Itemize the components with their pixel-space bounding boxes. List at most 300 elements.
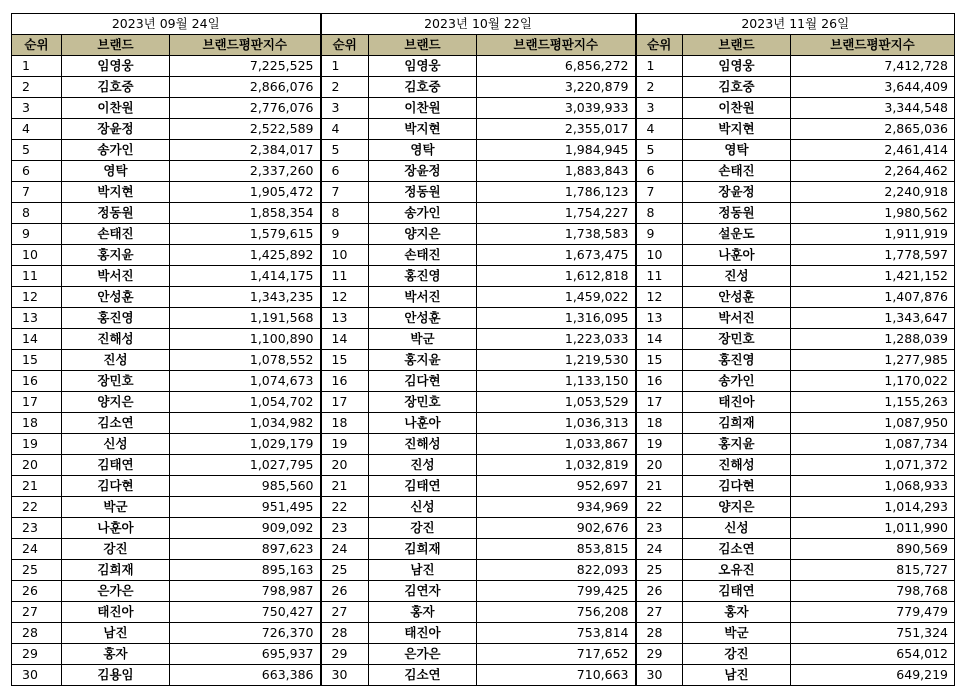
rank-cell: 2 bbox=[636, 77, 683, 98]
score-cell: 1,087,950 bbox=[791, 413, 955, 434]
rank-cell: 9 bbox=[12, 224, 62, 245]
score-cell: 1,011,990 bbox=[791, 518, 955, 539]
score-cell: 1,029,179 bbox=[170, 434, 321, 455]
score-cell: 1,219,530 bbox=[477, 350, 636, 371]
rank-cell: 14 bbox=[321, 329, 369, 350]
score-cell: 1,034,982 bbox=[170, 413, 321, 434]
table-row bbox=[12, 287, 955, 308]
rank-cell: 6 bbox=[12, 161, 62, 182]
rank-cell: 17 bbox=[636, 392, 683, 413]
table-row bbox=[12, 308, 955, 329]
rank-cell: 23 bbox=[321, 518, 369, 539]
score-cell: 1,071,372 bbox=[791, 455, 955, 476]
rank-cell: 21 bbox=[321, 476, 369, 497]
brand-cell: 진성 bbox=[62, 350, 170, 371]
rank-cell: 25 bbox=[321, 560, 369, 581]
brand-cell: 양지은 bbox=[62, 392, 170, 413]
brand-cell: 장윤정 bbox=[369, 161, 477, 182]
score-cell: 2,866,076 bbox=[170, 77, 321, 98]
brand-cell: 임영웅 bbox=[62, 56, 170, 77]
rank-cell: 13 bbox=[636, 308, 683, 329]
table-row bbox=[12, 413, 955, 434]
rank-cell: 25 bbox=[636, 560, 683, 581]
brand-cell: 박서진 bbox=[683, 308, 791, 329]
score-cell: 952,697 bbox=[477, 476, 636, 497]
score-cell: 1,155,263 bbox=[791, 392, 955, 413]
brand-cell: 박지현 bbox=[369, 119, 477, 140]
rank-cell: 3 bbox=[321, 98, 369, 119]
rank-cell: 21 bbox=[12, 476, 62, 497]
score-cell: 1,053,529 bbox=[477, 392, 636, 413]
rank-cell: 3 bbox=[12, 98, 62, 119]
brand-cell: 나훈아 bbox=[369, 413, 477, 434]
rank-cell: 2 bbox=[12, 77, 62, 98]
score-cell: 934,969 bbox=[477, 497, 636, 518]
rank-cell: 24 bbox=[321, 539, 369, 560]
rank-cell: 12 bbox=[636, 287, 683, 308]
period-date: 2023년 11월 26일 bbox=[636, 14, 955, 35]
brand-cell: 남진 bbox=[62, 623, 170, 644]
rank-cell: 16 bbox=[321, 371, 369, 392]
brand-cell: 임영웅 bbox=[683, 56, 791, 77]
score-cell: 1,036,313 bbox=[477, 413, 636, 434]
score-cell: 1,316,095 bbox=[477, 308, 636, 329]
brand-cell: 나훈아 bbox=[683, 245, 791, 266]
score-cell: 726,370 bbox=[170, 623, 321, 644]
rank-cell: 18 bbox=[12, 413, 62, 434]
brand-cell: 진성 bbox=[369, 455, 477, 476]
score-cell: 1,027,795 bbox=[170, 455, 321, 476]
brand-cell: 홍진영 bbox=[62, 308, 170, 329]
score-cell: 2,384,017 bbox=[170, 140, 321, 161]
brand-cell: 장윤정 bbox=[683, 182, 791, 203]
brand-cell: 신성 bbox=[62, 434, 170, 455]
table-row bbox=[12, 224, 955, 245]
score-cell: 1,984,945 bbox=[477, 140, 636, 161]
brand-cell: 김희재 bbox=[369, 539, 477, 560]
brand-cell: 안성훈 bbox=[683, 287, 791, 308]
brand-cell: 강진 bbox=[369, 518, 477, 539]
rank-cell: 29 bbox=[636, 644, 683, 665]
brand-cell: 남진 bbox=[683, 665, 791, 686]
table-row bbox=[12, 140, 955, 161]
brand-cell: 영탁 bbox=[369, 140, 477, 161]
column-header-brand: 브랜드 bbox=[683, 35, 791, 56]
brand-cell: 김소연 bbox=[683, 539, 791, 560]
brand-cell: 영탁 bbox=[62, 161, 170, 182]
score-cell: 1,778,597 bbox=[791, 245, 955, 266]
column-header-score: 브랜드평판지수 bbox=[477, 35, 636, 56]
rank-cell: 16 bbox=[636, 371, 683, 392]
table-row bbox=[12, 77, 955, 98]
score-cell: 1,425,892 bbox=[170, 245, 321, 266]
table-row bbox=[12, 602, 955, 623]
rank-cell: 19 bbox=[12, 434, 62, 455]
table-row bbox=[12, 665, 955, 686]
rank-cell: 21 bbox=[636, 476, 683, 497]
brand-cell: 이찬원 bbox=[369, 98, 477, 119]
rank-cell: 11 bbox=[636, 266, 683, 287]
brand-cell: 손태진 bbox=[62, 224, 170, 245]
brand-cell: 홍지윤 bbox=[683, 434, 791, 455]
brand-cell: 이찬원 bbox=[683, 98, 791, 119]
score-cell: 1,223,033 bbox=[477, 329, 636, 350]
rank-cell: 7 bbox=[321, 182, 369, 203]
brand-cell: 홍자 bbox=[369, 602, 477, 623]
brand-cell: 장민호 bbox=[369, 392, 477, 413]
rank-cell: 10 bbox=[636, 245, 683, 266]
brand-cell: 김다현 bbox=[683, 476, 791, 497]
rank-cell: 30 bbox=[636, 665, 683, 686]
rank-cell: 22 bbox=[321, 497, 369, 518]
table-row bbox=[12, 245, 955, 266]
rank-cell: 7 bbox=[12, 182, 62, 203]
column-header-score: 브랜드평판지수 bbox=[791, 35, 955, 56]
brand-cell: 장윤정 bbox=[62, 119, 170, 140]
brand-cell: 신성 bbox=[683, 518, 791, 539]
score-cell: 710,663 bbox=[477, 665, 636, 686]
rank-cell: 12 bbox=[321, 287, 369, 308]
rank-cell: 27 bbox=[636, 602, 683, 623]
score-cell: 2,264,462 bbox=[791, 161, 955, 182]
rank-cell: 23 bbox=[636, 518, 683, 539]
score-cell: 1,905,472 bbox=[170, 182, 321, 203]
score-cell: 1,100,890 bbox=[170, 329, 321, 350]
rank-cell: 9 bbox=[321, 224, 369, 245]
score-cell: 1,858,354 bbox=[170, 203, 321, 224]
rank-cell: 18 bbox=[321, 413, 369, 434]
brand-cell: 김호중 bbox=[369, 77, 477, 98]
score-cell: 1,170,022 bbox=[791, 371, 955, 392]
brand-cell: 태진아 bbox=[683, 392, 791, 413]
rank-cell: 17 bbox=[321, 392, 369, 413]
rank-cell: 12 bbox=[12, 287, 62, 308]
score-cell: 897,623 bbox=[170, 539, 321, 560]
brand-cell: 홍진영 bbox=[369, 266, 477, 287]
score-cell: 753,814 bbox=[477, 623, 636, 644]
brand-cell: 임영웅 bbox=[369, 56, 477, 77]
brand-cell: 송가인 bbox=[369, 203, 477, 224]
score-cell: 1,191,568 bbox=[170, 308, 321, 329]
brand-cell: 설운도 bbox=[683, 224, 791, 245]
brand-cell: 김다현 bbox=[369, 371, 477, 392]
score-cell: 1,673,475 bbox=[477, 245, 636, 266]
table-row bbox=[12, 581, 955, 602]
score-cell: 822,093 bbox=[477, 560, 636, 581]
rank-cell: 29 bbox=[12, 644, 62, 665]
brand-cell: 박지현 bbox=[683, 119, 791, 140]
table-row bbox=[12, 161, 955, 182]
brand-cell: 강진 bbox=[62, 539, 170, 560]
column-header-brand: 브랜드 bbox=[369, 35, 477, 56]
rank-cell: 23 bbox=[12, 518, 62, 539]
rank-cell: 28 bbox=[321, 623, 369, 644]
score-cell: 1,078,552 bbox=[170, 350, 321, 371]
table-row bbox=[12, 476, 955, 497]
brand-cell: 박서진 bbox=[369, 287, 477, 308]
rank-cell: 26 bbox=[12, 581, 62, 602]
score-cell: 751,324 bbox=[791, 623, 955, 644]
column-header-score: 브랜드평판지수 bbox=[170, 35, 321, 56]
score-cell: 909,092 bbox=[170, 518, 321, 539]
brand-cell: 박서진 bbox=[62, 266, 170, 287]
score-cell: 6,856,272 bbox=[477, 56, 636, 77]
table-row bbox=[12, 56, 955, 77]
score-cell: 1,414,175 bbox=[170, 266, 321, 287]
table-row bbox=[12, 266, 955, 287]
score-cell: 1,738,583 bbox=[477, 224, 636, 245]
brand-cell: 장민호 bbox=[62, 371, 170, 392]
rank-cell: 8 bbox=[636, 203, 683, 224]
score-cell: 3,344,548 bbox=[791, 98, 955, 119]
rank-cell: 11 bbox=[12, 266, 62, 287]
brand-cell: 진성 bbox=[683, 266, 791, 287]
brand-cell: 진해성 bbox=[369, 434, 477, 455]
brand-cell: 김소연 bbox=[369, 665, 477, 686]
brand-cell: 은가은 bbox=[62, 581, 170, 602]
rank-cell: 11 bbox=[321, 266, 369, 287]
table-row bbox=[12, 98, 955, 119]
table-row bbox=[12, 203, 955, 224]
rank-cell: 26 bbox=[321, 581, 369, 602]
table-row bbox=[12, 329, 955, 350]
rank-cell: 5 bbox=[321, 140, 369, 161]
score-cell: 654,012 bbox=[791, 644, 955, 665]
brand-cell: 안성훈 bbox=[62, 287, 170, 308]
score-cell: 1,288,039 bbox=[791, 329, 955, 350]
rank-cell: 26 bbox=[636, 581, 683, 602]
score-cell: 1,579,615 bbox=[170, 224, 321, 245]
brand-cell: 손태진 bbox=[369, 245, 477, 266]
rank-cell: 18 bbox=[636, 413, 683, 434]
period-date: 2023년 09월 24일 bbox=[12, 14, 321, 35]
rank-cell: 13 bbox=[321, 308, 369, 329]
column-header-brand: 브랜드 bbox=[62, 35, 170, 56]
score-cell: 1,786,123 bbox=[477, 182, 636, 203]
rank-cell: 4 bbox=[321, 119, 369, 140]
rank-cell: 25 bbox=[12, 560, 62, 581]
brand-cell: 김호중 bbox=[62, 77, 170, 98]
brand-cell: 박지현 bbox=[62, 182, 170, 203]
score-cell: 902,676 bbox=[477, 518, 636, 539]
rank-cell: 24 bbox=[636, 539, 683, 560]
rank-cell: 15 bbox=[636, 350, 683, 371]
score-cell: 695,937 bbox=[170, 644, 321, 665]
score-cell: 890,569 bbox=[791, 539, 955, 560]
brand-cell: 박군 bbox=[369, 329, 477, 350]
brand-cell: 김희재 bbox=[683, 413, 791, 434]
rank-cell: 20 bbox=[636, 455, 683, 476]
rank-cell: 4 bbox=[12, 119, 62, 140]
brand-cell: 진해성 bbox=[62, 329, 170, 350]
brand-reputation-table bbox=[11, 13, 955, 686]
score-cell: 1,087,734 bbox=[791, 434, 955, 455]
brand-cell: 강진 bbox=[683, 644, 791, 665]
brand-cell: 은가은 bbox=[369, 644, 477, 665]
score-cell: 985,560 bbox=[170, 476, 321, 497]
score-cell: 1,421,152 bbox=[791, 266, 955, 287]
score-cell: 1,033,867 bbox=[477, 434, 636, 455]
brand-cell: 김희재 bbox=[62, 560, 170, 581]
table-row bbox=[12, 182, 955, 203]
score-cell: 1,068,933 bbox=[791, 476, 955, 497]
score-cell: 1,014,293 bbox=[791, 497, 955, 518]
brand-cell: 손태진 bbox=[683, 161, 791, 182]
score-cell: 1,054,702 bbox=[170, 392, 321, 413]
score-cell: 2,522,589 bbox=[170, 119, 321, 140]
rank-cell: 30 bbox=[12, 665, 62, 686]
rank-cell: 1 bbox=[321, 56, 369, 77]
brand-cell: 진해성 bbox=[683, 455, 791, 476]
rank-cell: 29 bbox=[321, 644, 369, 665]
score-cell: 779,479 bbox=[791, 602, 955, 623]
brand-cell: 나훈아 bbox=[62, 518, 170, 539]
score-cell: 1,133,150 bbox=[477, 371, 636, 392]
score-cell: 2,240,918 bbox=[791, 182, 955, 203]
rank-cell: 16 bbox=[12, 371, 62, 392]
rank-cell: 10 bbox=[12, 245, 62, 266]
score-cell: 717,652 bbox=[477, 644, 636, 665]
rank-cell: 1 bbox=[12, 56, 62, 77]
score-cell: 1,911,919 bbox=[791, 224, 955, 245]
rank-cell: 10 bbox=[321, 245, 369, 266]
score-cell: 1,883,843 bbox=[477, 161, 636, 182]
brand-cell: 홍자 bbox=[683, 602, 791, 623]
brand-cell: 김호중 bbox=[683, 77, 791, 98]
table-row bbox=[12, 623, 955, 644]
table-row bbox=[12, 119, 955, 140]
table-row bbox=[12, 434, 955, 455]
score-cell: 1,980,562 bbox=[791, 203, 955, 224]
brand-cell: 홍진영 bbox=[683, 350, 791, 371]
rank-cell: 22 bbox=[636, 497, 683, 518]
brand-cell: 오유진 bbox=[683, 560, 791, 581]
brand-cell: 태진아 bbox=[62, 602, 170, 623]
rank-cell: 7 bbox=[636, 182, 683, 203]
rank-cell: 6 bbox=[636, 161, 683, 182]
score-cell: 1,407,876 bbox=[791, 287, 955, 308]
brand-cell: 김태연 bbox=[62, 455, 170, 476]
rank-cell: 19 bbox=[321, 434, 369, 455]
rank-cell: 5 bbox=[12, 140, 62, 161]
rank-cell: 27 bbox=[12, 602, 62, 623]
score-cell: 2,776,076 bbox=[170, 98, 321, 119]
rank-cell: 22 bbox=[12, 497, 62, 518]
score-cell: 3,039,933 bbox=[477, 98, 636, 119]
score-cell: 1,277,985 bbox=[791, 350, 955, 371]
score-cell: 1,343,647 bbox=[791, 308, 955, 329]
score-cell: 663,386 bbox=[170, 665, 321, 686]
rank-cell: 15 bbox=[12, 350, 62, 371]
score-cell: 756,208 bbox=[477, 602, 636, 623]
score-cell: 895,163 bbox=[170, 560, 321, 581]
score-cell: 798,987 bbox=[170, 581, 321, 602]
brand-cell: 김다현 bbox=[62, 476, 170, 497]
brand-cell: 양지은 bbox=[683, 497, 791, 518]
brand-cell: 신성 bbox=[369, 497, 477, 518]
rank-cell: 15 bbox=[321, 350, 369, 371]
score-cell: 7,225,525 bbox=[170, 56, 321, 77]
score-cell: 2,865,036 bbox=[791, 119, 955, 140]
ranking-sheet bbox=[11, 13, 955, 686]
brand-cell: 영탁 bbox=[683, 140, 791, 161]
rank-cell: 4 bbox=[636, 119, 683, 140]
brand-cell: 김태연 bbox=[683, 581, 791, 602]
score-cell: 1,032,819 bbox=[477, 455, 636, 476]
brand-cell: 김태연 bbox=[369, 476, 477, 497]
rank-cell: 9 bbox=[636, 224, 683, 245]
brand-cell: 정동원 bbox=[62, 203, 170, 224]
brand-cell: 김소연 bbox=[62, 413, 170, 434]
table-row bbox=[12, 371, 955, 392]
table-row bbox=[12, 518, 955, 539]
rank-cell: 2 bbox=[321, 77, 369, 98]
score-cell: 853,815 bbox=[477, 539, 636, 560]
column-header-rank: 순위 bbox=[321, 35, 369, 56]
table-row bbox=[12, 392, 955, 413]
score-cell: 649,219 bbox=[791, 665, 955, 686]
column-header-row bbox=[12, 35, 955, 56]
brand-cell: 태진아 bbox=[369, 623, 477, 644]
score-cell: 1,343,235 bbox=[170, 287, 321, 308]
brand-cell: 홍지윤 bbox=[62, 245, 170, 266]
column-header-rank: 순위 bbox=[636, 35, 683, 56]
rank-cell: 19 bbox=[636, 434, 683, 455]
rank-cell: 20 bbox=[12, 455, 62, 476]
table-row bbox=[12, 497, 955, 518]
table-row bbox=[12, 455, 955, 476]
rank-cell: 30 bbox=[321, 665, 369, 686]
score-cell: 1,754,227 bbox=[477, 203, 636, 224]
rank-cell: 28 bbox=[636, 623, 683, 644]
brand-cell: 장민호 bbox=[683, 329, 791, 350]
score-cell: 798,768 bbox=[791, 581, 955, 602]
rank-cell: 3 bbox=[636, 98, 683, 119]
brand-cell: 정동원 bbox=[369, 182, 477, 203]
column-header-rank: 순위 bbox=[12, 35, 62, 56]
brand-cell: 이찬원 bbox=[62, 98, 170, 119]
brand-cell: 김용임 bbox=[62, 665, 170, 686]
brand-cell: 박군 bbox=[62, 497, 170, 518]
score-cell: 7,412,728 bbox=[791, 56, 955, 77]
score-cell: 750,427 bbox=[170, 602, 321, 623]
score-cell: 3,220,879 bbox=[477, 77, 636, 98]
table-row bbox=[12, 539, 955, 560]
brand-cell: 송가인 bbox=[683, 371, 791, 392]
rank-cell: 24 bbox=[12, 539, 62, 560]
brand-cell: 정동원 bbox=[683, 203, 791, 224]
score-cell: 799,425 bbox=[477, 581, 636, 602]
score-cell: 1,074,673 bbox=[170, 371, 321, 392]
rank-cell: 28 bbox=[12, 623, 62, 644]
score-cell: 2,337,260 bbox=[170, 161, 321, 182]
rank-cell: 8 bbox=[321, 203, 369, 224]
period-date: 2023년 10월 22일 bbox=[321, 14, 636, 35]
brand-cell: 홍자 bbox=[62, 644, 170, 665]
rank-cell: 27 bbox=[321, 602, 369, 623]
brand-cell: 남진 bbox=[369, 560, 477, 581]
table-row bbox=[12, 644, 955, 665]
brand-cell: 송가인 bbox=[62, 140, 170, 161]
rank-cell: 5 bbox=[636, 140, 683, 161]
date-header-row bbox=[12, 14, 955, 35]
rank-cell: 8 bbox=[12, 203, 62, 224]
brand-cell: 김연자 bbox=[369, 581, 477, 602]
brand-cell: 홍지윤 bbox=[369, 350, 477, 371]
table-row bbox=[12, 560, 955, 581]
score-cell: 1,459,022 bbox=[477, 287, 636, 308]
score-cell: 3,644,409 bbox=[791, 77, 955, 98]
